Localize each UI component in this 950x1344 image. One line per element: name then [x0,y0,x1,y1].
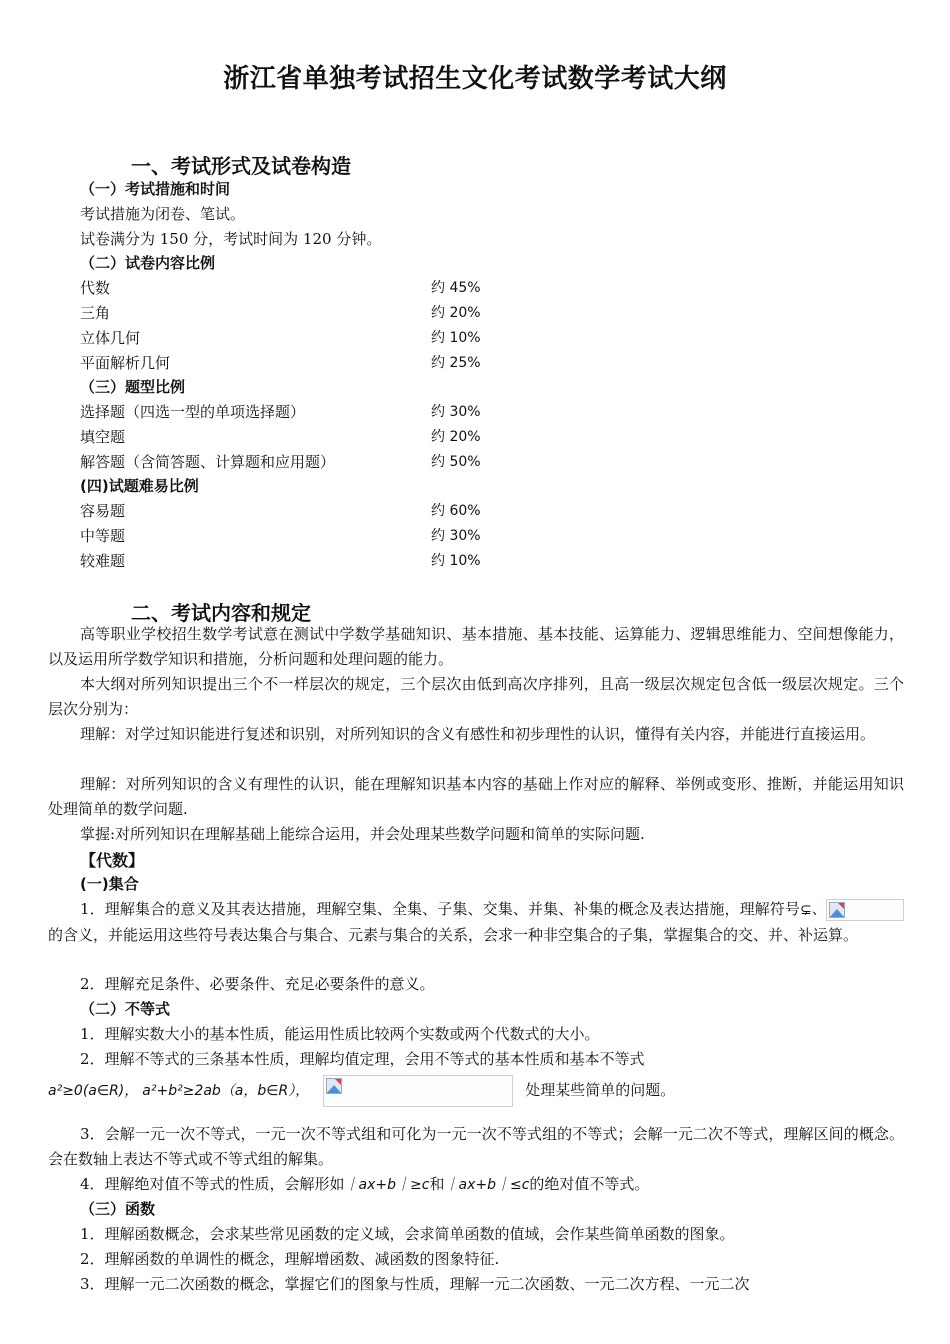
ratio-value: 约 45% [431,280,481,296]
formula-image-placeholder [826,899,904,921]
ratio-value: 约 10% [431,330,481,346]
paragraph: 1．理解函数概念，会求某些常见函数的定义域，会求简单函数的值域，会作某些简单函数的图象。 [80,1225,735,1243]
ratio-row [80,451,600,473]
subheading-content-ratio: （二）试卷内容比例 [80,254,216,272]
formula-a-squared: a²≥0(a∈R)， [48,1083,139,1099]
ratio-value: 约 20% [431,429,481,445]
ratio-value: 约 25% [431,355,481,371]
ratio-label: 中等题 [80,527,126,545]
formula-line [48,1075,675,1107]
text-span: 1．理解集合的意义及其表达措施，理解空集、全集、子集、交集、并集、补集的概念及表达措施，理解符号 [80,900,801,918]
ratio-label: 代数 [80,279,111,297]
paragraph: 掌握:对所列知识在理解基础上能综合运用，并会处理某些数学问题和简单的实际问题. [80,825,645,843]
ratio-label: 较难题 [80,552,126,570]
ratio-row [80,550,600,572]
ratio-row [80,327,600,349]
paragraph: 理解：对学过知识能进行复述和识别，对所列知识的含义有感性和初步理性的认识，懂得有关内容，并能进行直接运用。 [80,725,876,743]
paragraph: 3．会解一元一次不等式，一元一次不等式组和可化为一元一次不等式组的不等式；会解一元二次不等式，理解区间的概念。会在数轴上表达不等式或不等式组的解集。 [48,1125,904,1168]
ratio-row [80,352,600,374]
paragraph: 高等职业学校招生数学考试意在测试中学数学基础知识、基本措施、基本技能、运算能力、逻辑思维能力、空间想像能力，以及运用所学数学知识和措施，分析问题和处理问题的能力。 [48,625,904,668]
text-line: 考试措施为闭卷、笔试。 [80,205,246,223]
ratio-label: 解答题（含简答题、计算题和应用题） [80,453,336,471]
paragraph: 2．理解充足条件、必要条件、充足必要条件的意义。 [80,975,435,993]
ratio-value: 约 30% [431,404,481,420]
text-line: 试卷满分为 150 分，考试时间为 120 分钟。 [80,230,382,248]
paragraph-ineq-4 [48,1172,904,1198]
text-span: 的绝对值不等式。 [529,1175,650,1193]
ratio-value: 约 60% [431,503,481,519]
ratio-label: 三角 [80,304,111,322]
ratio-label: 平面解析几何 [80,354,171,372]
paragraph-ineq-2 [48,1047,904,1072]
broken-image-icon [326,1078,342,1094]
ratio-label: 填空题 [80,428,126,446]
formula-abs-le: ｜ax+b｜≤c [444,1177,530,1193]
formula-abs-ge: ｜ax+b｜≥c [344,1177,430,1193]
subheading-inequalities: （二）不等式 [80,1000,171,1018]
ratio-row [80,500,600,522]
paragraph: 3．理解一元二次函数的概念，掌握它们的图象与性质，理解一元二次函数、一元二次方程、一元二次 [80,1275,750,1293]
text-span: 和 [429,1175,445,1193]
text-span: 的含义，并能运用这些符号表达集合与集合、元素与集合的关系，会求一种非空集合的子集，掌握集合的交、并、补运算。 [48,926,859,944]
ratio-label: 选择题（四选一型的单项选择题） [80,403,306,421]
subheading-exam-method: （一）考试措施和时间 [80,180,231,198]
section-heading-exam-format: 一、考试形式及试卷构造 [131,154,351,178]
proper-subset-symbol: ⊊、 [800,902,826,918]
text-span: 处理某些简单的问题。 [525,1081,676,1099]
ratio-row [80,426,600,448]
ratio-label: 容易题 [80,502,126,520]
document-title: 浙江省单独考试招生文化考试数学考试大纲 [223,64,727,94]
paragraph: 本大纲对所列知识提出三个不一样层次的规定，三个层次由低到高次序排列，且高一级层次规定包含低一级层次规定。三个层次分别为： [48,675,904,718]
subheading-question-types: （三）题型比例 [80,378,186,396]
subheading-functions: （三）函数 [80,1200,156,1218]
text-span: 4．理解绝对值不等式的性质，会解形如 [80,1175,345,1193]
ratio-row [80,525,600,547]
ratio-value: 约 10% [431,553,481,569]
subheading-sets: (一)集合 [80,875,139,893]
ratio-value: 约 50% [431,454,481,470]
formula-mean-inequality: a²+b²≥2ab（a，b∈R）， [142,1083,310,1099]
paragraph-sets-1 [48,897,904,948]
ratio-label: 立体几何 [80,329,141,347]
ratio-value: 约 20% [431,305,481,321]
ratio-row [80,302,600,324]
section-heading-content: 二、考试内容和规定 [131,601,311,625]
paragraph: 1．理解实数大小的基本性质，能运用性质比较两个实数或两个代数式的大小。 [80,1025,600,1043]
text-span: 2．理解不等式的三条基本性质，理解均值定理，会用不等式的基本性质和基本不等式 [80,1050,645,1068]
subheading-difficulty: (四)试题难易比例 [80,477,199,495]
algebra-heading: 【代数】 [80,851,145,870]
formula-image-placeholder [323,1075,513,1107]
ratio-row [80,277,600,299]
paragraph: 2．理解函数的单调性的概念，理解增函数、减函数的图象特征. [80,1250,500,1268]
broken-image-icon [829,902,845,918]
ratio-row [80,401,600,423]
paragraph: 理解：对所列知识的含义有理性的认识，能在理解知识基本内容的基础上作对应的解释、举例或变形、推断，并能运用知识处理简单的数学问题. [48,775,904,818]
ratio-value: 约 30% [431,528,481,544]
